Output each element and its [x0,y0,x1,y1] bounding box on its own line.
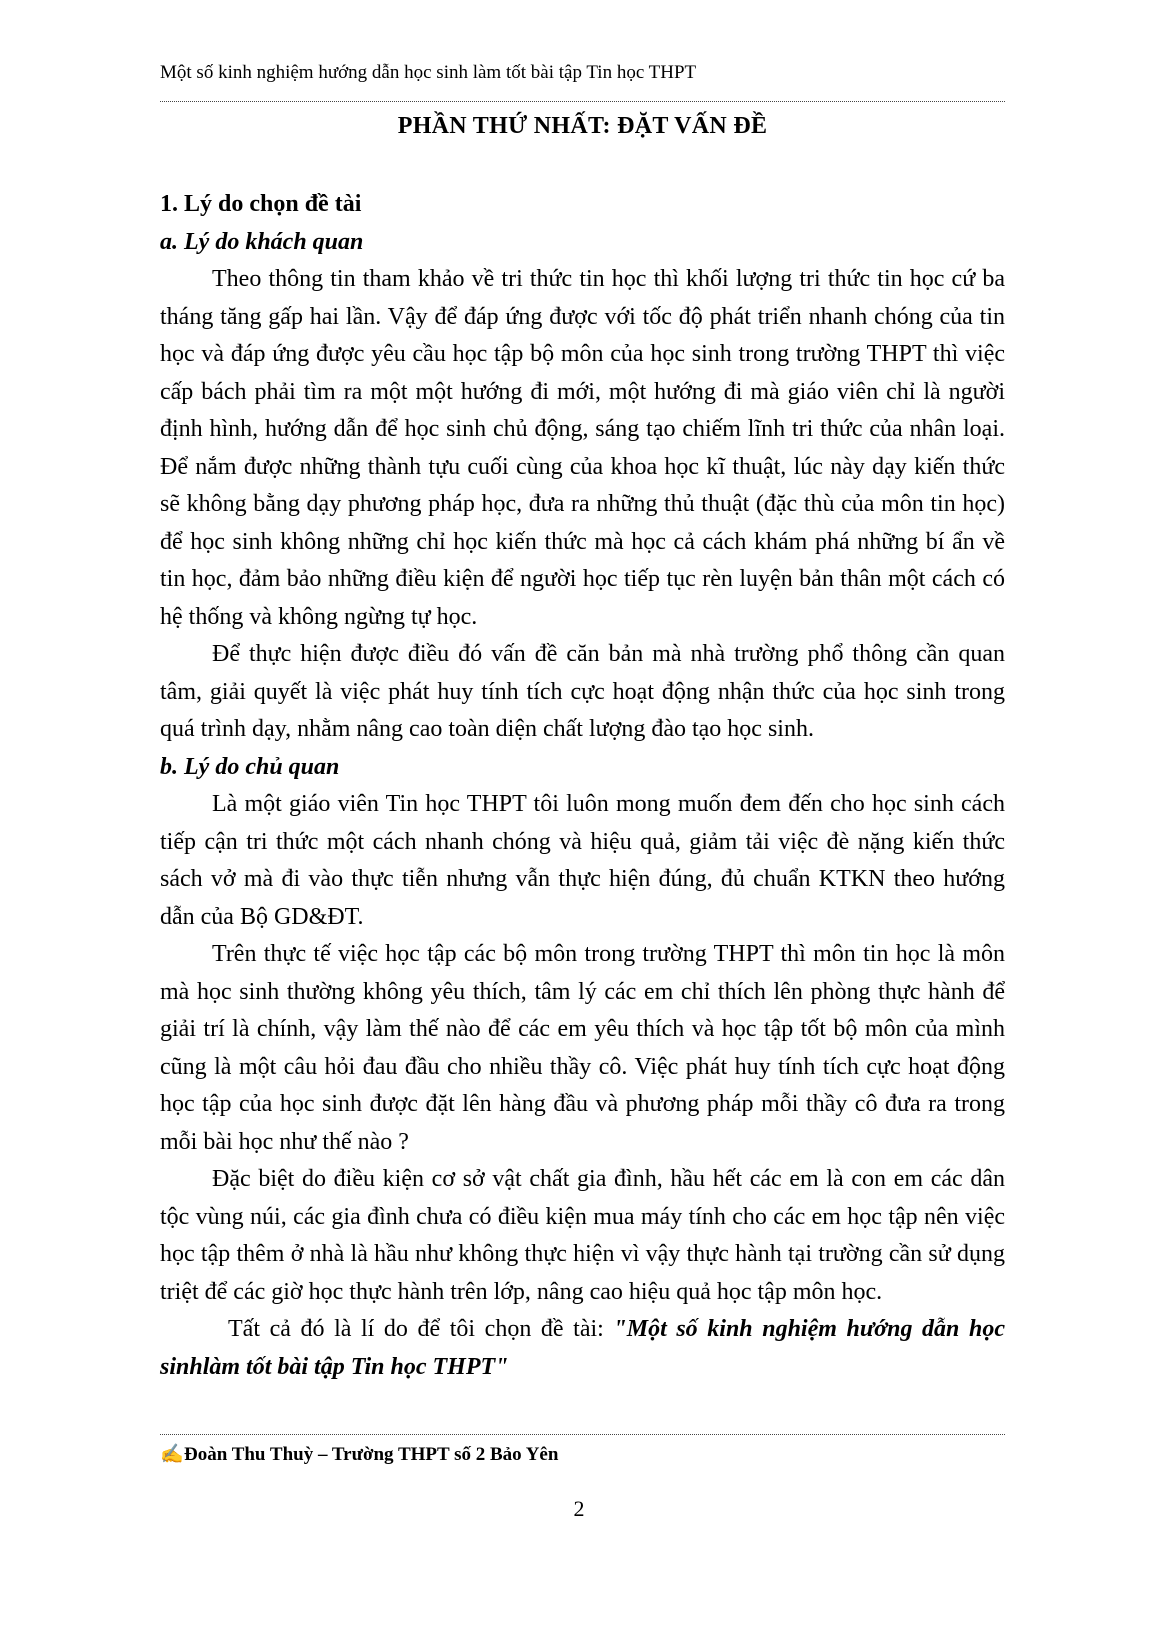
subsection-heading-a: a. Lý do khách quan [160,228,364,255]
page-number: 2 [573,1496,585,1521]
paragraph: Theo thông tin tham khảo về tri thức tin học thì khối lượng tri thức tin học cứ ba tháng tăng gấp hai lần. Vậy để đáp ứng được với tốc độ phát triển nhanh chóng của tin học và đáp ứng được yêu cầu học tập bộ môn của học sinh trong trường THPT thì việc cấp bách phải tìm ra một một hướng đi mới, một hướng đi mà giáo viên chỉ là người định hình, hướng dẫn để học sinh chủ động, sáng tạo chiếm lĩnh tri thức của nhân loại. Để nắm được những thành tựu cuối cùng của khoa học kĩ thuật, lúc này dạy kiến thức sẽ không bằng dạy phương pháp học, đưa ra những thủ thuật (đặc thù của môn tin học) để học sinh không những chỉ học kiến thức mà học cả cách khám phá những bí ẩn về tin học, đảm bảo những điều kiện để người học tiếp tục rèn luyện bản thân một cách có hệ thống và không ngừng tự học. [160,266,1005,630]
conclusion-intro: Tất cả đó là lí do để tôi chọn đề tài: [228,1316,614,1342]
paragraph: Để thực hiện được điều đó vấn đề căn bản mà nhà trường phổ thông cần quan tâm, giải quyết là việc phát huy tính tích cực hoạt động nhận thức của học sinh trong quá trình dạy, nhằm nâng cao toàn diện chất lượng đào tạo học sinh. [160,641,1005,742]
running-header: Một số kinh nghiệm hướng dẫn học sinh làm tốt bài tập Tin học THPT [160,62,697,83]
paragraph: Đặc biệt do điều kiện cơ sở vật chất gia đình, hầu hết các em là con em các dân tộc vùng núi, các gia đình chưa có điều kiện mua máy tính cho các em học tập nên việc học tập thêm ở nhà là hầu như không thực hiện vì vậy thực hành tại trường cần sử dụng triệt để các giờ học thực hành trên lớp, nâng cao hiệu quả học tập môn học. [160,1166,1005,1305]
writing-hand-icon: ✍ [160,1444,184,1465]
header-divider [160,101,1005,102]
subsection-heading-b: b. Lý do chủ quan [160,753,340,780]
footer-author: Đoàn Thu Thuỳ – Trường THPT số 2 Bảo Yên [184,1444,559,1465]
footer-divider [160,1434,1005,1435]
paragraph: Trên thực tế việc học tập các bộ môn trong trường THPT thì môn tin học là môn mà học sinh thường không yêu thích, tâm lý các em chỉ thích lên phòng thực hành để giải trí là chính, vậy làm thế nào để các em yêu thích và học tập tốt bộ môn của mình cũng là một câu hỏi đau đầu cho nhiều thầy cô. Việc phát huy tính tích cực hoạt động học tập của học sinh được đặt lên hàng đầu và phương pháp mỗi thầy cô đưa ra trong mỗi bài học như thế nào ? [160,941,1005,1155]
page-title: PHẦN THỨ NHẤT: ĐẶT VẤN ĐỀ [397,113,768,139]
document-body [160,186,1005,1386]
paragraph: Là một giáo viên Tin học THPT tôi luôn mong muốn đem đến cho học sinh cách tiếp cận tri thức một cách nhanh chóng và hiệu quả, giảm tải việc đè nặng kiến thức sách vở mà đi vào thực tiễn nhưng vẫn thực hiện đúng, đủ chuẩn KTKN theo hướng dẫn của Bộ GD&ĐT. [160,791,1005,930]
section-heading: 1. Lý do chọn đề tài [160,191,362,217]
paragraph-conclusion [160,1311,1005,1386]
thesis-title: "Một số kinh nghiệm hướng dẫn học sinhlàm tốt bài tập Tin học THPT" [160,1316,1005,1380]
footer [160,1442,558,1466]
